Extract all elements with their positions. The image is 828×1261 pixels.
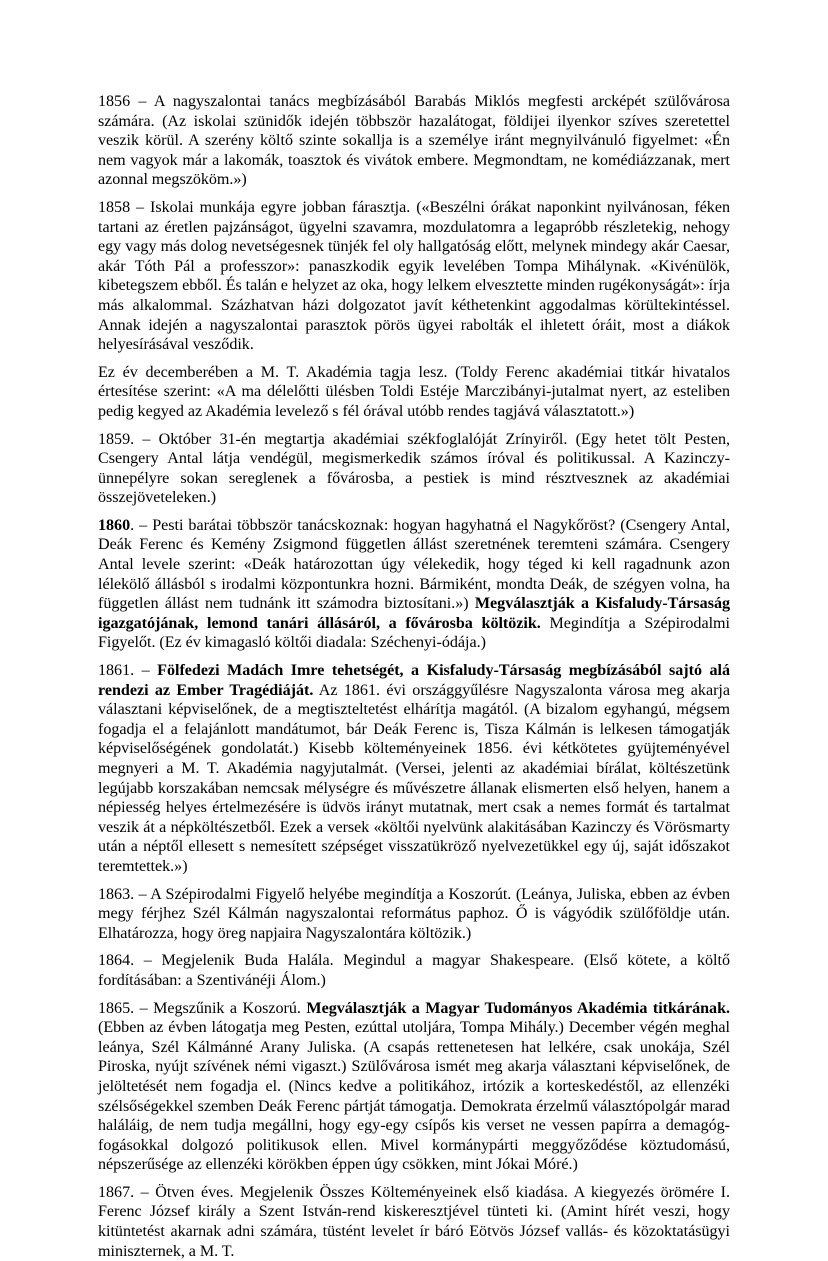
text-run: 1867. – Ötven éves. Megjelenik Összes Költeményeinek első kiadása. A kiegyezés örömére I. Ferenc József király a Szent István-rend kiskeresztjével tünteti ki. (Amint hírét veszi, hogy kitüntetést akarnak adni számára, tüstént levelet ír báró Eötvös József vallás- és közoktatásügyi miniszternek, a M. T.	[98, 1183, 730, 1260]
text-run: Megindítja a Szépirodalmi Figyelőt. (Ez év kimagasló költői diadala: Széchenyi-ódája.)	[98, 614, 730, 652]
text-run: 1861. –	[98, 662, 158, 680]
paragraph	[98, 999, 730, 1175]
text-run: . – Pesti barátai többször tanácskoznak: hogyan hagyhatná el Nagykőröst? (Csengery Antal, Deák Ferenc és Kemény Zsigmond független állást szeretnének teremteni számára. Csengery Antal levele szerint: «Deák határozottan úgy vélekedik, hogy téged ki kell ragadnunk azon lélekölő állásból s irodalmi központunkra hozni. Bármiként, mondta Deák, de szégyen volna, ha független állást nem tudnánk itt számodra biztosítani.»)	[98, 516, 730, 613]
paragraph	[98, 363, 730, 422]
text-run: 1856 – A nagyszalontai tanács megbízásából Barabás Miklós megfesti arcképét szülővárosa számára. (Az iskolai szünidők idején többször hazalátogat, földijei ilyenkor szíves szeretettel veszik körül. A szerény költő szinte sokallja is a személye iránt megnyilvánuló figyelmet: «Én nem vagyok már a lakomák, toasztok és vivátok embere. Megmondtam, ne komédiázzanak, mert azonnal megszököm.»)	[98, 93, 730, 189]
text-run: 1864. – Megjelenik Buda Halála. Megindul a magyar Shakespeare. (Első kötete, a költő fordításában: a Szentivánéji Álom.)	[98, 952, 730, 989]
text-run: 1858 – Iskolai munkája egyre jobban fárasztja. («Beszélni órákat naponkint nyilvánosan, féken tartani az éretlen pajzánságot, ügyelni szavamra, mozdulatomra a legapróbb részletekig, nehogy egy vagy más dolog nevetségesnek tünjék fel oly hallgatóság előtt, melynek mindegy akár Caesar, akár Tóth Pál a professzor»: panaszkodik egyik levelében Tompa Mihálynak. «Kivénülök, kibetegszem ebből. És talán e helyzet az oka, hogy lelkem elvesztette minden rugékonyságát»: írja más alkalommal. Százhatvan házi dolgozatot javít kéthetenkint aggodalmas körültekintéssel. Annak idején a nagyszalontai parasztok pörös ügyei rabolták el ihletett óráit, most a diákok helyesírásával vesződik.	[98, 198, 730, 354]
text-run: 1865. – Megszűnik a Koszorú.	[98, 999, 307, 1017]
paragraph	[98, 951, 730, 990]
paragraph	[98, 198, 730, 355]
bold-text-run: Megválasztják a Kisfaludy-Társaság igazgatójának, lemond tanári állásáról, a fővárosba költözik.	[98, 595, 730, 632]
text-run: 1859. – Október 31-én megtartja akadémiai székfoglalóját Zrínyiről. (Egy hetet tölt Pesten, Csengery Antal látja vendégül, megismerkedik számos íróval és politikussal. A Kazinczy-ünnepélyre sokan sereglenek a fővárosba, a pestiek is mind résztvesznek az akadémiai összejöveteleken.)	[98, 430, 730, 507]
text-run: 1863. – A Szépirodalmi Figyelő helyébe megindítja a Koszorút. (Leánya, Juliska, ebben az évben megy férjhez Szél Kálmán nagyszalontai református paphoz. Ő is vágyódik szülőföldje után. Elhatározza, hogy öreg napjaira Nagyszalontára költözik.)	[98, 885, 730, 942]
text-run: Az 1861. évi országgyűlésre Nagyszalonta városa meg akarja választani képviselőnek, de a megtiszteltetést elhárítja magától. (A bizalom egyhangú, mégsem fogadja el a felajánlott mandátumot, bár Deák Ferenc is, Tisza Kálmán is lelkesen támogatják képviselőségének gondolatát.) Kisebb költeményeinek 1856. évi kétkötetes gyüjteményével megnyeri a M. T. Akadémia nagyjutalmát. (Versei, jelenti az akadémiai bírálat, költészetünk legújabb korszakában nemcsak mélységre és művészetre állanak elismerten első helyen, hanem a népiesség helyes értelmezésére is üdvös irányt mutatnak, mert csak a nemes formát és tartalmat veszik át a népköltészetből. Ezek a versek «költői nyelvünk alakitásában Kazinczy és Vörösmarty után a néptől ellesett s nemesített szépséget visszatükröző nyelvezetükkel egy új, saját időszakot teremtettek.»)	[98, 681, 730, 875]
document-text-column	[98, 92, 730, 1261]
paragraph	[98, 516, 730, 653]
paragraph	[98, 885, 730, 944]
bold-text-run: Megválasztják a Magyar Tudományos Akadémia titkárának.	[306, 999, 730, 1017]
text-run: Ez év decemberében a M. T. Akadémia tagja lesz. (Toldy Ferenc akadémiai titkár hivatalos értesítése szerint: «A ma délelőtti ülésben Toldi Estéje Marczibányi-jutalmat nyert, az esteliben pedig kegyed az Akadémia levelező s fél órával utóbb rendes tagjává választatott.»)	[98, 363, 730, 420]
bold-text-run: 1860	[98, 516, 131, 534]
paragraph	[98, 92, 730, 190]
paragraph	[98, 1183, 730, 1261]
bold-text-run: Fölfedezi Madách Imre tehetségét, a Kisfaludy-Társaság megbízásából sajtó alá rendezi az Ember Tragédiáját.	[98, 662, 730, 699]
text-run: (Ebben az évben látogatja meg Pesten, ezúttal utoljára, Tompa Mihály.) December végén meghal leánya, Szél Kálmánné Arany Juliska. (A csapás rettenetesen hat lelkére, csak unokája, Szél Piroska, nyújt szívének némi vigaszt.) Szülővárosa ismét meg akarja választani képviselőnek, de jelöltetését nem fogadja el. (Nincs kedve a politikához, irtózik a korteskedéstől, az ellenzéki szélsőségekkel szemben Deák Ferenc pártját támogatja. Demokrata érzelmű választópolgár marad haláláig, de nem tudja megállni, hogy egy-egy csípős kis verset ne vessen papírra a demagóg-fogásokkal dolgozó politikusok ellen. Mivel kormánypárti meggyőződése köztudomású, népszerűsége az ellenzéki körökben éppen úgy csökken, mint Jókai Móré.)	[98, 1019, 730, 1174]
paragraph	[98, 430, 730, 508]
paragraph	[98, 661, 730, 877]
